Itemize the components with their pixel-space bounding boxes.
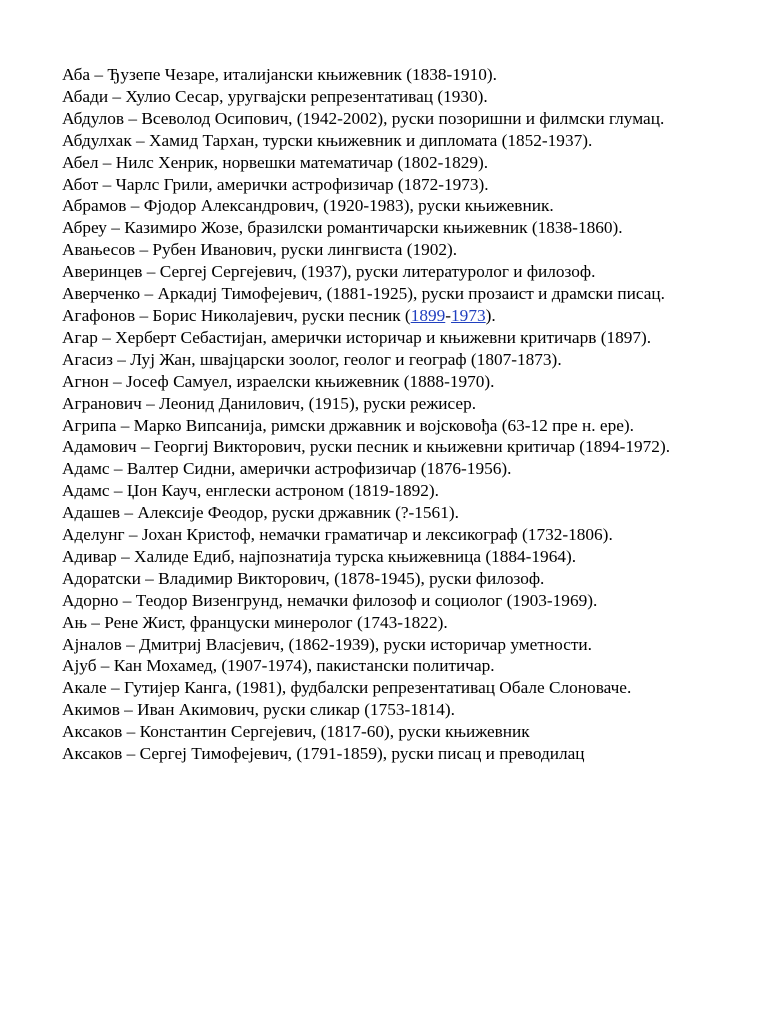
list-item: Адашев – Алексије Феодор, руски државник (?-1561). [62, 503, 459, 523]
list-item: Аксаков – Константин Сергејевич, (1817-60), руски књижевник [62, 722, 530, 742]
list-item: Аверченко – Аркадиј Тимофејевич, (1881-1925), руски прозаист и драмски писац. [62, 284, 665, 304]
list-item: Агрипа – Марко Випсанија, римски државник и војсковођа (63-12 пре н. ере). [62, 415, 634, 435]
list-item: Адоратски – Владимир Викторович, (1878-1945), руски филозоф. [62, 568, 545, 588]
list-item: Абреу – Казимиро Жозе, бразилски романтичарски књижевник (1838-1860). [62, 218, 623, 238]
list-item: Ањ – Рене Жист, француски минеролог (1743-1822). [62, 612, 448, 632]
list-item: Адамс – Џон Кауч, енглески астроном (1819-1892). [62, 481, 439, 501]
list-item [62, 305, 700, 327]
list-item: Ајналов – Дмитриј Власјевич, (1862-1939), руски историчар уметности. [62, 634, 592, 654]
list-item: Аксаков – Сергеј Тимофејевич, (1791-1859), руски писац и преводилац [62, 744, 585, 764]
list-item: Абрамов – Фјодор Александрович, (1920-1983), руски књижевник. [62, 196, 554, 216]
list-item: Авањесов – Рубен Иванович, руски лингвиста (1902). [62, 240, 458, 260]
list-item: Адорно – Теодор Визенгрунд, немачки филозоф и социолог (1903-1969). [62, 590, 598, 610]
year-link-birth[interactable]: 1899 [410, 305, 446, 325]
entry-text: Агафонов – Борис Николајевич, руски песник ( [62, 305, 411, 325]
list-item: Ајуб – Кан Мохамед, (1907-1974), пакистански политичар. [62, 656, 495, 676]
list-item: Абади – Хулио Сесар, уругвајски репрезентативац (1930). [62, 86, 488, 106]
list-item: Аба – Ђузепе Чезаре, италијански књижевник (1838-1910). [62, 65, 497, 84]
list-item: Адамс – Валтер Сидни, амерички астрофизичар (1876-1956). [62, 459, 512, 479]
list-item: Абот – Чарлс Грили, амерички астрофизичар (1872-1973). [62, 174, 489, 194]
list-item: Адивар – Халиде Едиб, најпознатија турска књижевница (1884-1964). [62, 546, 577, 566]
document-page [62, 64, 700, 765]
list-item: Абдулов – Всеволод Осипович, (1942-2002), руски позоришни и филмски глумац. [62, 108, 665, 128]
list-item: Акимов – Иван Акимович, руски сликар (1753-1814). [62, 700, 455, 720]
year-link-death[interactable]: 1973 [451, 305, 486, 325]
list-item: Акале – Гутијер Канга, (1981), фудбалски репрезентативац Обале Слоноваче. [62, 678, 632, 698]
list-item: Агасиз – Луј Жан, швајцарски зоолог, геолог и географ (1807-1873). [62, 349, 562, 369]
list-item: Абдулхак – Хамид Тархан, турски књижевник и дипломата (1852-1937). [62, 130, 593, 150]
list-item: Агар – Херберт Себастијан, амерички историчар и књижевни критичарв (1897). [62, 327, 652, 347]
list-item: Адамович – Георгиј Викторович, руски песник и књижевни критичар (1894-1972). [62, 437, 671, 457]
entry-text-end: ). [485, 305, 496, 325]
list-item: Аделунг – Јохан Кристоф, немачки граматичар и лексикограф (1732-1806). [62, 525, 613, 545]
list-item: Агранович – Леонид Данилович, (1915), руски режисер. [62, 393, 477, 413]
list-item: Аверинцев – Сергеј Сергејевич, (1937), руски литературолог и филозоф. [62, 262, 596, 282]
list-item: Агнон – Јосеф Самуел, израелски књижевник (1888-1970). [62, 371, 495, 391]
list-item: Абел – Нилс Хенрик, норвешки математичар (1802-1829). [62, 152, 489, 172]
year-separator: - [445, 305, 452, 325]
